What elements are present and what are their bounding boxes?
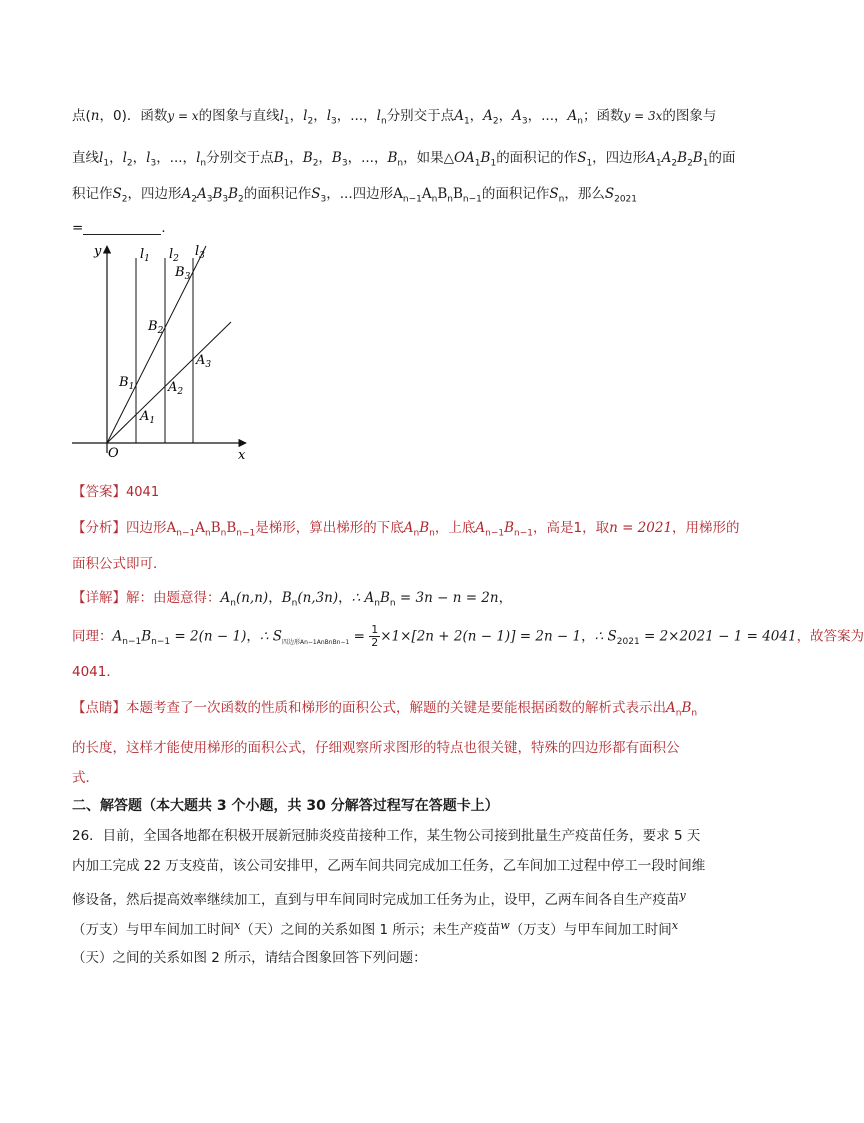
subscript: 2 [492, 116, 499, 127]
point-a3-label: $A_3$ [196, 353, 212, 370]
intro-line-3 [72, 184, 732, 210]
point-b1: B [273, 150, 284, 166]
subscript: n [374, 598, 380, 609]
point-a2: A [483, 108, 493, 124]
triangle-oa1b1: △OA [443, 150, 475, 166]
subscript: 1 [463, 116, 470, 127]
subscript: n [691, 708, 698, 719]
subscript: 1 [490, 158, 497, 169]
point-an: A [567, 108, 578, 124]
text: 修设备，然后提高效率继续加工，直到与甲车间同时完成加工任务为止，设甲，乙两车间各自生产疫苗 [72, 892, 680, 908]
subscript: n−1 [151, 637, 171, 648]
line-l2: l [122, 150, 127, 166]
point-a1-label: $A_1$ [140, 409, 156, 426]
text: ，高是 [533, 520, 574, 536]
math: B [380, 590, 390, 606]
subscript: n [380, 116, 387, 127]
text: 直线 [72, 150, 99, 166]
math: A [166, 520, 177, 536]
subscript: n [397, 158, 404, 169]
math: = 2×2021 − 1 = 4041 [639, 628, 797, 645]
math: (n,n) [235, 590, 269, 606]
math: A [195, 520, 205, 536]
text: ，取 [582, 520, 610, 536]
text: ， [498, 590, 513, 606]
math: n = 2021 [609, 520, 673, 536]
subscript: 2 [687, 158, 693, 169]
point-b1-label: $B_1$ [119, 375, 135, 392]
line-l1: l [99, 150, 104, 166]
detail-label: 【详解】 [72, 590, 126, 606]
subscript: n [413, 528, 420, 539]
detail-line-3: 4041． [72, 664, 120, 680]
answer-value: 4041 [126, 485, 160, 500]
subscript: n−1 [462, 194, 482, 205]
area-s1: S [577, 150, 587, 166]
intro-line-4 [72, 218, 732, 238]
q26-line-2: 内加工完成 22 万支疫苗，该公司安排甲，乙两车间共同完成加工任务，乙车间加工过程中停工一段时间维 [72, 858, 706, 874]
function-y-3x: y = 3x [623, 109, 663, 123]
subscript: 1 [283, 116, 290, 127]
math: (n,3n) [297, 590, 339, 606]
line-l3-label: $l_3$ [195, 244, 205, 261]
line-l1: l [279, 108, 284, 124]
text: ，那么 [564, 186, 605, 202]
subscript: 3 [341, 158, 348, 169]
intro-line-1: 点(n，0)．函数y = x的图象与直线$l_1$，$l_2$，$l_3$，...，$l_n$分别交于点$A_1$，$A_2$，$A_3$，...，$A_n$；函数y = 3x的图象与 [72, 108, 717, 127]
math: B [452, 186, 463, 202]
math: B [226, 520, 237, 536]
math: B [480, 150, 491, 166]
line-l2-label: $l_2$ [169, 247, 179, 264]
math: B [141, 628, 152, 645]
text: 四边形 [126, 520, 167, 536]
denominator: 2 [371, 636, 379, 649]
analysis-line-2: 面积公式即可． [72, 556, 167, 572]
subscript: n [204, 528, 211, 539]
subscript: 2021 [616, 637, 640, 648]
x-axis-label: x [238, 448, 246, 463]
subscript: n−1 [236, 528, 256, 539]
point-b2: B [302, 150, 313, 166]
math: = 3n − n = 2n [395, 590, 499, 606]
math: B [281, 590, 292, 606]
subscript: n−1 [122, 637, 142, 648]
math: = 2(n − 1) [170, 628, 247, 645]
point-b2-label: $B_2$ [148, 319, 164, 336]
text: 解：由题意得： [126, 590, 221, 606]
subscript: n [389, 598, 396, 609]
text: 的面积记的作 [496, 150, 578, 166]
text: ， [338, 590, 352, 606]
math: B [504, 520, 515, 536]
comment-line-3: 式． [72, 770, 99, 786]
math-n: n [90, 108, 100, 124]
text: 本题考查了一次函数的性质和梯形的面积公式，解题的关键是要能根据函数的解析式表示出 [126, 700, 666, 716]
text: ，四边形 [592, 150, 647, 166]
text: （万支）与甲车间加工时间 [72, 922, 234, 938]
math-y: y [679, 889, 686, 902]
equals: = [72, 220, 84, 236]
point-b3: B [331, 150, 342, 166]
y-axis-label: y [94, 244, 102, 259]
text: 的面积记作 [481, 186, 550, 202]
text: ；函数 [582, 108, 624, 124]
text: ， [246, 628, 260, 645]
line-l3: l [326, 108, 332, 124]
subscript: 3 [320, 194, 327, 205]
text: 的图象与 [662, 108, 717, 124]
text: 是梯形，算出梯形的下底 [255, 520, 404, 536]
origin-label: O [108, 446, 119, 461]
subscript: 1 [702, 158, 709, 169]
math-w: w [500, 919, 510, 932]
q26-line-4 [72, 916, 732, 940]
subscript: n [429, 528, 435, 539]
text: ，四边形 [127, 186, 182, 202]
intro-line-2: 直线$l_1$，$l_2$，$l_3$，...，$l_n$分别交于点$B_1$，$B_2$，$B_3$，...，$B_n$，如果$\triangle OA_1B_1$的面积记的作$S_1$，四边形$A_1A_2B_2B_1$的面 [72, 150, 736, 169]
q26-line-1: 26．目前，全国各地都在积极开展新冠肺炎疫苗接种工作，某生物公司接到批量生产疫苗任务，要求 5 天 [72, 828, 701, 844]
math: A [393, 186, 403, 202]
text: ，0)．函数 [99, 108, 168, 124]
math: B [419, 520, 430, 536]
math: A [666, 700, 676, 716]
text: ，用梯形的 [672, 520, 740, 536]
math: A [475, 520, 486, 536]
subscript: n [230, 598, 236, 609]
line-l2: l [303, 108, 308, 124]
text: ，上底 [434, 520, 476, 536]
numerator: 1 [371, 623, 379, 636]
math: A [112, 628, 123, 645]
line-y-3x [107, 246, 206, 443]
text: 分别交于点 [206, 150, 274, 166]
subscript: 3 [331, 116, 337, 127]
text: 同理： [72, 628, 113, 645]
text: ，故答案为 [796, 628, 864, 645]
math: ∴ S [594, 628, 617, 645]
area-sn: S [549, 186, 559, 202]
text: ， [268, 590, 282, 606]
comment-line-1 [72, 698, 732, 724]
math: B [210, 520, 221, 536]
answer-label: 【答案】 [72, 484, 126, 500]
subscript: 3 [222, 194, 229, 205]
text: 的面积记作 [243, 186, 312, 202]
subscript: 四边形An−1AnBnBn−1 [281, 639, 350, 647]
area-s3: S [311, 186, 321, 202]
subscript: n [447, 194, 453, 205]
text: 的面 [708, 150, 736, 166]
math: ×1×[2n + 2(n − 1)] = 2n − 1 [380, 628, 582, 645]
math: B [437, 186, 448, 202]
subscript: 3 [521, 116, 528, 127]
subscript: n−1 [176, 528, 196, 539]
point-a2-label: $A_2$ [168, 380, 184, 397]
comment-line-2: 的长度，这样才能使用梯形的面积公式，仔细观察所求图形的特点也很关键，特殊的四边形都有面积公 [72, 740, 680, 756]
section-heading: 二、解答题（本大题共 3 个小题，共 30 分解答过程写在答题卡上） [72, 798, 499, 814]
subscript: 1 [586, 158, 593, 169]
math: A [403, 520, 414, 536]
subscript: 2 [238, 194, 244, 205]
subscript: 2 [307, 116, 314, 127]
point-bn: B [387, 150, 398, 166]
function-y-x: y = x [167, 109, 199, 123]
math: A [196, 186, 207, 202]
subscript: 2021 [614, 194, 637, 205]
subscript: n−1 [514, 528, 533, 539]
text: （天）之间的关系如图 1 所示；未生产疫苗 [240, 922, 501, 938]
text: ，如果 [403, 150, 444, 166]
math: A [220, 590, 231, 606]
line-ln: l [196, 150, 201, 166]
subscript: 1 [283, 158, 290, 169]
subscript: n [220, 528, 227, 539]
line-l3: l [146, 150, 151, 166]
math: A [661, 150, 672, 166]
q26-line-5: （天）之间的关系如图 2 所示，请结合图象回答下列问题： [72, 950, 427, 966]
q26-line-3 [72, 886, 732, 910]
point-a1: A [454, 108, 464, 124]
subscript: 3 [150, 158, 157, 169]
text: ． [161, 220, 175, 236]
text: ， [581, 628, 595, 645]
height-value: 1 [573, 520, 583, 536]
math: A [646, 150, 656, 166]
subscript: 3 [206, 194, 213, 205]
math: B [212, 186, 223, 202]
text: 分别交于点 [386, 108, 455, 124]
detail-line-1 [72, 588, 732, 614]
subscript: n [431, 194, 438, 205]
subscript: 2 [191, 194, 197, 205]
subscript: n−1 [402, 194, 422, 205]
point-b3-label: $B_3$ [175, 265, 191, 282]
subscript: 2 [312, 158, 319, 169]
line-ln: l [376, 108, 381, 124]
math: ∴ S [259, 628, 282, 645]
subscript: n [675, 708, 682, 719]
subscript: 1 [103, 158, 110, 169]
text: 的图象与直线 [198, 108, 280, 124]
subscript: n [200, 158, 207, 169]
analysis-label: 【分析】 [72, 520, 126, 536]
text: ，...四边形 [326, 186, 394, 202]
subscript: 2 [671, 158, 678, 169]
line-l1-label: $l_1$ [140, 247, 150, 264]
math: A [421, 186, 432, 202]
math: B [681, 700, 692, 716]
text: 点( [72, 108, 91, 124]
subscript: n [558, 194, 565, 205]
math: B [692, 150, 703, 166]
analysis-line-1 [72, 518, 740, 544]
area-s2: S [112, 186, 122, 202]
area-s2021: S [604, 186, 615, 202]
answer-line [72, 482, 732, 503]
math: A [181, 186, 192, 202]
subscript: n [291, 598, 298, 609]
answer-blank [83, 220, 161, 235]
subscript: 1 [655, 158, 662, 169]
detail-line-2: 同理：$A_{n-1}B_{n-1} = 2(n - 1)$，∴ $S_{四边形An-1AnBnBn-1}$ = $\frac{1}{2}$ ×1×[2n + 2(n − 1)] = 2n − 1，∴ $S_{2021} = 2\times 2021 - 1 = 4041$，故答案为 [72, 623, 864, 649]
subscript: n [577, 116, 583, 127]
subscript: 2 [121, 194, 128, 205]
subscript: n−1 [485, 528, 505, 539]
text: 积记作 [72, 186, 113, 202]
subscript: 2 [126, 158, 133, 169]
fraction-one-half [369, 624, 380, 649]
math-x: x [234, 919, 241, 932]
math-x: x [671, 919, 679, 932]
coordinate-figure [66, 238, 256, 470]
math: ∴ A [351, 590, 375, 606]
point-a3: A [512, 108, 522, 124]
math: B [228, 186, 239, 202]
math: B [677, 150, 688, 166]
subscript: 1 [474, 158, 481, 169]
text: （万支）与甲车间加工时间 [509, 922, 672, 938]
comment-label: 【点睛】 [72, 700, 126, 716]
